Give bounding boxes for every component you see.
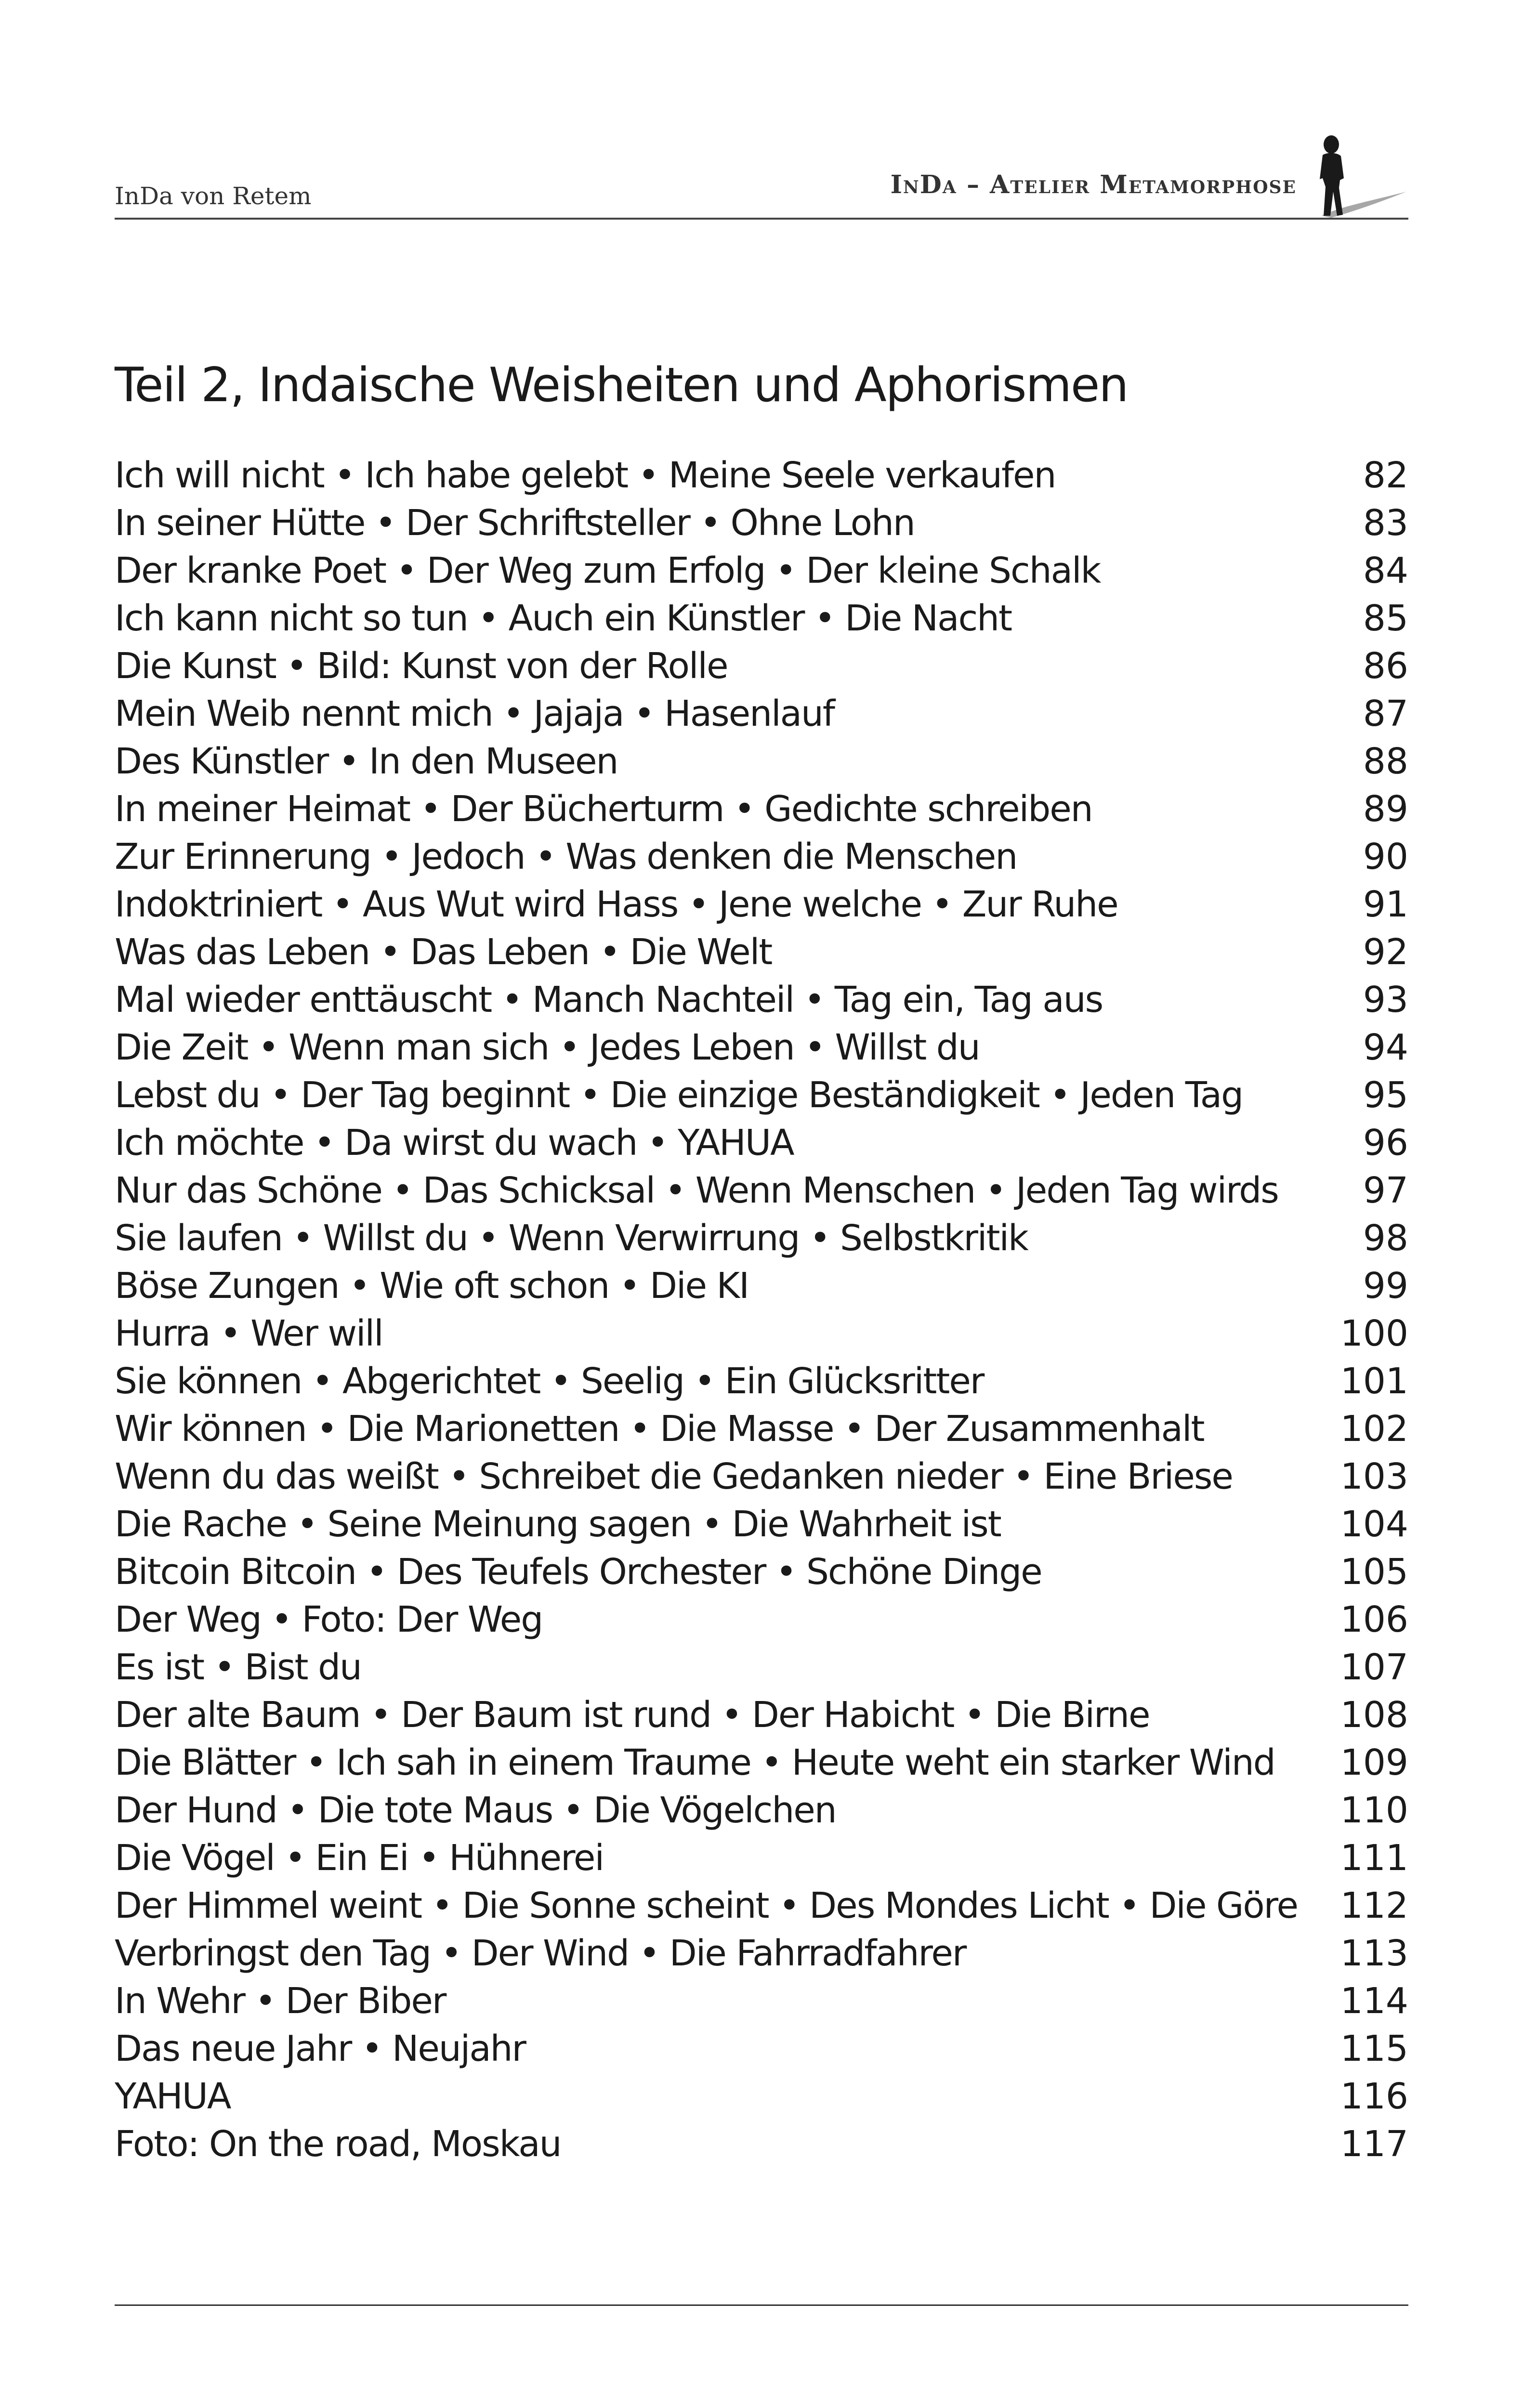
- toc-entry-title: Foto: On the road, Moskau: [115, 2123, 561, 2165]
- toc-entry-title: Sie laufen • Willst du • Wenn Verwirrung • Selbstkritik: [115, 1217, 1028, 1259]
- toc-entry-page-number: 102: [1340, 1408, 1408, 1450]
- toc-entry: [115, 1358, 1408, 1405]
- toc-entry: [115, 738, 1408, 785]
- toc-entry: [115, 595, 1408, 642]
- toc-entry-page-number: 82: [1363, 455, 1408, 496]
- toc-entry-title: Der kranke Poet • Der Weg zum Erfolg • Der kleine Schalk: [115, 550, 1101, 591]
- toc-entry-title: Lebst du • Der Tag beginnt • Die einzige Beständigkeit • Jeden Tag: [115, 1074, 1243, 1116]
- toc-entry-page-number: 96: [1363, 1122, 1408, 1164]
- toc-entry-title: Wir können • Die Marionetten • Die Masse • Der Zusammenhalt: [115, 1408, 1204, 1450]
- toc-entry-title: Der Himmel weint • Die Sonne scheint • Des Mondes Licht • Die Göre: [115, 1885, 1298, 1926]
- toc-entry-title: In seiner Hütte • Der Schriftsteller • Ohne Lohn: [115, 502, 915, 544]
- toc-entry: [115, 452, 1408, 499]
- toc-entry: [115, 1596, 1408, 1644]
- footer-rule: [115, 2304, 1408, 2306]
- toc-entry-page-number: 108: [1340, 1694, 1408, 1736]
- toc-entry: [115, 1310, 1408, 1358]
- toc-entry: [115, 547, 1408, 595]
- toc-entry-title: Ich will nicht • Ich habe gelebt • Meine Seele verkaufen: [115, 455, 1056, 496]
- author-name: InDa von Retem: [115, 182, 312, 210]
- toc-entry-page-number: 115: [1340, 2028, 1408, 2069]
- walking-man-silhouette-icon: [1293, 130, 1408, 219]
- toc-entry-page-number: 100: [1340, 1313, 1408, 1354]
- toc-entry: [115, 1024, 1408, 1072]
- toc-entry-page-number: 101: [1340, 1361, 1408, 1402]
- toc-entry: [115, 1834, 1408, 1882]
- toc-entry-title: Böse Zungen • Wie oft schon • Die KI: [115, 1265, 748, 1307]
- toc-entry-title: YAHUA: [115, 2076, 231, 2117]
- toc-entry-page-number: 88: [1363, 741, 1408, 782]
- toc-entry: [115, 833, 1408, 881]
- section-title: Teil 2, Indaische Weisheiten und Aphorismen: [115, 358, 1128, 413]
- toc-entry-page-number: 97: [1363, 1170, 1408, 1211]
- toc-entry: [115, 1262, 1408, 1310]
- toc-entry: [115, 1977, 1408, 2025]
- toc-entry: [115, 1548, 1408, 1596]
- toc-entry-page-number: 110: [1340, 1790, 1408, 1831]
- toc-entry-title: Ich möchte • Da wirst du wach • YAHUA: [115, 1122, 794, 1164]
- toc-entry: [115, 785, 1408, 833]
- atelier-brand: InDa – Atelier Metamorphose: [890, 170, 1297, 199]
- toc-entry-page-number: 86: [1363, 645, 1408, 687]
- toc-entry: [115, 1501, 1408, 1548]
- toc-entry-title: Wenn du das weißt • Schreibet die Gedanken nieder • Eine Briese: [115, 1456, 1233, 1497]
- toc-entry: [115, 1405, 1408, 1453]
- toc-entry-title: Zur Erinnerung • Jedoch • Was denken die Menschen: [115, 836, 1017, 877]
- toc-entry: [115, 881, 1408, 929]
- toc-entry-page-number: 91: [1363, 884, 1408, 925]
- toc-entry: [115, 1739, 1408, 1787]
- toc-entry-title: Die Zeit • Wenn man sich • Jedes Leben • Willst du: [115, 1027, 980, 1068]
- toc-entry-title: Indoktriniert • Aus Wut wird Hass • Jene welche • Zur Ruhe: [115, 884, 1118, 925]
- table-of-contents: [115, 452, 1408, 2168]
- toc-entry: [115, 976, 1408, 1024]
- toc-entry: [115, 929, 1408, 976]
- toc-entry: [115, 1930, 1408, 1977]
- toc-entry-page-number: 87: [1363, 693, 1408, 734]
- toc-entry-title: Das neue Jahr • Neujahr: [115, 2028, 525, 2069]
- toc-entry-page-number: 117: [1340, 2123, 1408, 2165]
- toc-entry-title: Die Rache • Seine Meinung sagen • Die Wahrheit ist: [115, 1504, 1001, 1545]
- toc-entry-page-number: 93: [1363, 979, 1408, 1021]
- toc-entry-title: In meiner Heimat • Der Bücherturm • Gedichte schreiben: [115, 788, 1092, 830]
- toc-entry-page-number: 89: [1363, 788, 1408, 830]
- toc-entry-page-number: 103: [1340, 1456, 1408, 1497]
- toc-entry-page-number: 104: [1340, 1504, 1408, 1545]
- toc-entry-title: Bitcoin Bitcoin • Des Teufels Orchester • Schöne Dinge: [115, 1551, 1042, 1593]
- toc-entry-page-number: 92: [1363, 931, 1408, 973]
- toc-entry-title: Der Hund • Die tote Maus • Die Vögelchen: [115, 1790, 836, 1831]
- toc-entry: [115, 2120, 1408, 2168]
- toc-entry: [115, 1453, 1408, 1501]
- header-rule: [115, 218, 1408, 220]
- toc-entry-title: Verbringst den Tag • Der Wind • Die Fahrradfahrer: [115, 1933, 966, 1974]
- toc-entry-page-number: 112: [1340, 1885, 1408, 1926]
- page-header: [115, 130, 1408, 219]
- toc-entry-title: Hurra • Wer will: [115, 1313, 383, 1354]
- toc-entry-title: Die Kunst • Bild: Kunst von der Rolle: [115, 645, 728, 687]
- toc-entry: [115, 690, 1408, 738]
- toc-entry: [115, 1644, 1408, 1691]
- toc-entry: [115, 2025, 1408, 2073]
- toc-entry: [115, 1072, 1408, 1119]
- toc-entry-title: Die Blätter • Ich sah in einem Traume • Heute weht ein starker Wind: [115, 1742, 1275, 1783]
- toc-entry-title: Mein Weib nennt mich • Jajaja • Hasenlauf: [115, 693, 834, 734]
- toc-entry-title: Sie können • Abgerichtet • Seelig • Ein Glücksritter: [115, 1361, 984, 1402]
- toc-entry-page-number: 94: [1363, 1027, 1408, 1068]
- toc-entry: [115, 499, 1408, 547]
- toc-entry-page-number: 99: [1363, 1265, 1408, 1307]
- toc-entry-title: Die Vögel • Ein Ei • Hühnerei: [115, 1837, 604, 1879]
- toc-entry: [115, 1787, 1408, 1834]
- toc-entry-title: Mal wieder enttäuscht • Manch Nachteil • Tag ein, Tag aus: [115, 979, 1103, 1021]
- toc-entry: [115, 2073, 1408, 2120]
- toc-entry: [115, 1119, 1408, 1167]
- toc-entry-page-number: 107: [1340, 1647, 1408, 1688]
- toc-entry: [115, 1215, 1408, 1262]
- toc-entry-title: Des Künstler • In den Museen: [115, 741, 618, 782]
- toc-entry-page-number: 111: [1340, 1837, 1408, 1879]
- toc-entry-page-number: 109: [1340, 1742, 1408, 1783]
- toc-entry: [115, 1167, 1408, 1215]
- toc-entry: [115, 1882, 1408, 1930]
- toc-entry-page-number: 105: [1340, 1551, 1408, 1593]
- toc-entry-title: Was das Leben • Das Leben • Die Welt: [115, 931, 772, 973]
- toc-entry-title: In Wehr • Der Biber: [115, 1980, 446, 2022]
- toc-entry-title: Der Weg • Foto: Der Weg: [115, 1599, 543, 1640]
- toc-entry-page-number: 106: [1340, 1599, 1408, 1640]
- toc-entry-page-number: 95: [1363, 1074, 1408, 1116]
- toc-entry-page-number: 90: [1363, 836, 1408, 877]
- toc-entry-page-number: 84: [1363, 550, 1408, 591]
- toc-entry-title: Der alte Baum • Der Baum ist rund • Der Habicht • Die Birne: [115, 1694, 1150, 1736]
- toc-entry-page-number: 113: [1340, 1933, 1408, 1974]
- toc-entry-title: Nur das Schöne • Das Schicksal • Wenn Menschen • Jeden Tag wirds: [115, 1170, 1278, 1211]
- toc-entry-title: Es ist • Bist du: [115, 1647, 361, 1688]
- toc-entry-page-number: 85: [1363, 598, 1408, 639]
- toc-entry-title: Ich kann nicht so tun • Auch ein Künstler • Die Nacht: [115, 598, 1012, 639]
- toc-entry: [115, 642, 1408, 690]
- toc-entry: [115, 1691, 1408, 1739]
- toc-entry-page-number: 114: [1340, 1980, 1408, 2022]
- toc-entry-page-number: 83: [1363, 502, 1408, 544]
- toc-entry-page-number: 98: [1363, 1217, 1408, 1259]
- toc-entry-page-number: 116: [1340, 2076, 1408, 2117]
